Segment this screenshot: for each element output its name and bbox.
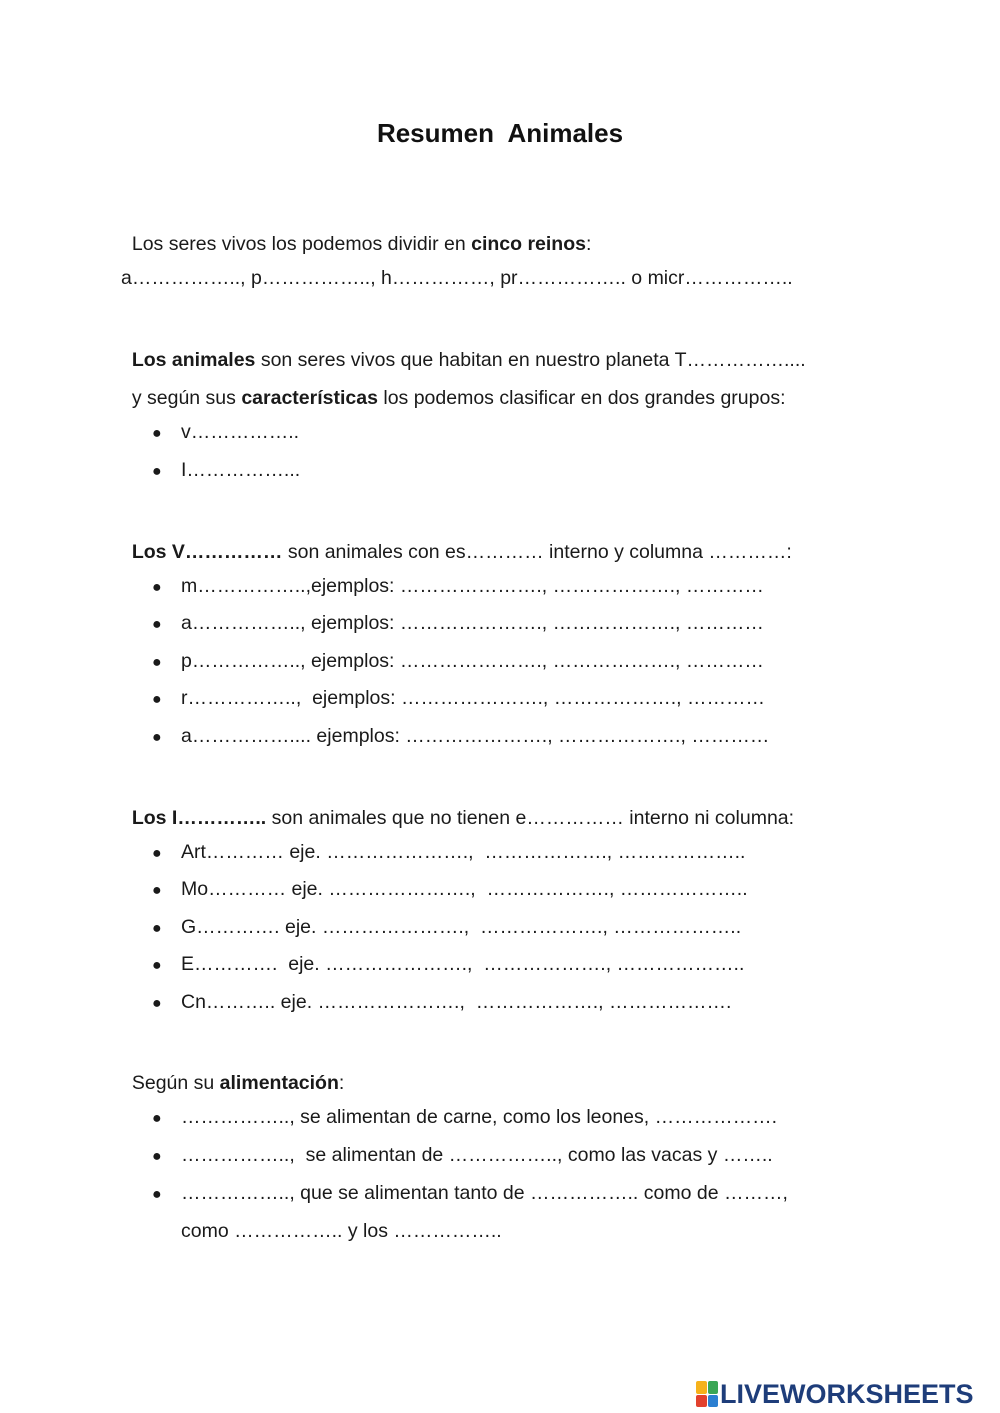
bullet-icon: ● (152, 691, 162, 708)
alimentacion-item (152, 1181, 788, 1207)
alimentacion-continuation: como …………….. y los …………….. (181, 1220, 502, 1242)
group-item-text: v…………….. (181, 421, 300, 443)
bullet-icon: ● (152, 995, 162, 1012)
vertebrado-item-text: m……………..,ejemplos: …………………., ………………., ………… (181, 575, 764, 597)
logo-text: LIVEWORKSHEETS (720, 1378, 974, 1409)
bullet-icon: ● (152, 579, 162, 596)
invertebrado-item-text: Mo………… eje. …………………., ………………., ……………….. (181, 878, 748, 900)
invertebrado-item (152, 990, 731, 1016)
invertebrado-item-text: Cn……….. eje. …………………., ………………., ………………. (181, 991, 732, 1013)
logo-mark-square (696, 1395, 707, 1408)
alimentacion-item-text: …………….., se alimentan de carne, como los leones, ………………. (181, 1106, 778, 1128)
bullet-icon: ● (152, 654, 162, 671)
invertebrado-item-text: E…………. eje. …………………., ………………., ……………….. (181, 953, 745, 975)
logo-mark-icon (696, 1381, 718, 1407)
vertebrado-item (152, 611, 764, 637)
bullet-icon: ● (152, 463, 162, 480)
bullet-icon: ● (152, 729, 162, 746)
liveworksheets-logo (696, 1377, 974, 1411)
invertebrado-item-text: Art………… eje. …………………., ………………., ……………….. (181, 841, 746, 863)
vertebrado-item-text: a…………….., ejemplos: …………………., ………………., ………… (181, 612, 764, 634)
vertebrado-item (152, 649, 764, 675)
invertebrados-bold: Los I………….. (131, 807, 267, 829)
logo-mark-square (708, 1395, 719, 1408)
group-item (152, 458, 300, 484)
vertebrados-heading (121, 516, 792, 564)
invertebrados-text: son animales que no tienen e…………… interno ni columna: (266, 807, 795, 829)
logo-mark-square (696, 1381, 707, 1394)
bullet-icon: ● (152, 1186, 162, 1203)
caracteristicas-bold: características (241, 387, 378, 409)
animales-bold: Los animales (131, 349, 256, 371)
invertebrado-item (152, 915, 741, 941)
bullet-icon: ● (152, 1110, 162, 1127)
vertebrados-text: son animales con es………… interno y columna …………: (282, 541, 792, 563)
animales-text-3: los podemos clasificar en dos grandes grupos: (377, 387, 786, 409)
alimentacion-item (152, 1105, 777, 1131)
intro-paragraph (121, 208, 591, 256)
alimentacion-item-text: …………….., que se alimentan tanto de …………….. como de ………, (181, 1182, 788, 1204)
animales-text: son seres vivos que habitan en nuestro planeta T…………….... (255, 349, 806, 371)
bullet-icon: ● (152, 616, 162, 633)
alimentacion-text: Según su (131, 1072, 220, 1094)
logo-mark-square (708, 1381, 719, 1394)
vertebrado-item-text: r…………….., ejemplos: …………………., ………………., ………… (181, 687, 765, 709)
vertebrado-item (152, 724, 769, 750)
group-item-text: I……………... (181, 459, 301, 481)
vertebrado-item-text: p…………….., ejemplos: …………………., ………………., ………… (181, 650, 764, 672)
vertebrado-item (152, 686, 765, 712)
intro-text: Los seres vivos los podemos dividir en (131, 233, 472, 255)
vertebrado-item (152, 574, 764, 600)
intro-bold: cinco reinos (471, 233, 586, 255)
bullet-icon: ● (152, 1148, 162, 1165)
animales-paragraph-line2 (121, 362, 786, 410)
invertebrado-item (152, 840, 745, 866)
bullet-icon: ● (152, 845, 162, 862)
intro-colon: : (585, 233, 592, 255)
vertebrado-item-text: a…………….... ejemplos: …………………., ………………., ………… (181, 725, 770, 747)
alimentacion-item-text: …………….., se alimentan de …………….., como las vacas y …….. (181, 1144, 773, 1166)
invertebrados-heading (121, 782, 794, 830)
bullet-icon: ● (152, 920, 162, 937)
bullet-icon: ● (152, 957, 162, 974)
invertebrado-item (152, 952, 744, 978)
bullet-icon: ● (152, 882, 162, 899)
bullet-icon: ● (152, 425, 162, 442)
invertebrado-item (152, 877, 748, 903)
group-item (152, 420, 299, 446)
alimentacion-bold: alimentación (219, 1072, 339, 1094)
alimentacion-heading (121, 1047, 344, 1095)
invertebrado-item-text: G…………. eje. …………………., ………………., ……………….. (181, 916, 742, 938)
animales-text-2: y según sus (131, 387, 242, 409)
alimentacion-colon: : (338, 1072, 345, 1094)
vertebrados-bold: Los V…………… (131, 541, 283, 563)
alimentacion-item (152, 1143, 773, 1169)
page-title: Resumen Animales (376, 118, 624, 148)
reinos-fill-line: a…………….., p…………….., h……………, pr…………….. o micr…………….. (121, 267, 793, 289)
